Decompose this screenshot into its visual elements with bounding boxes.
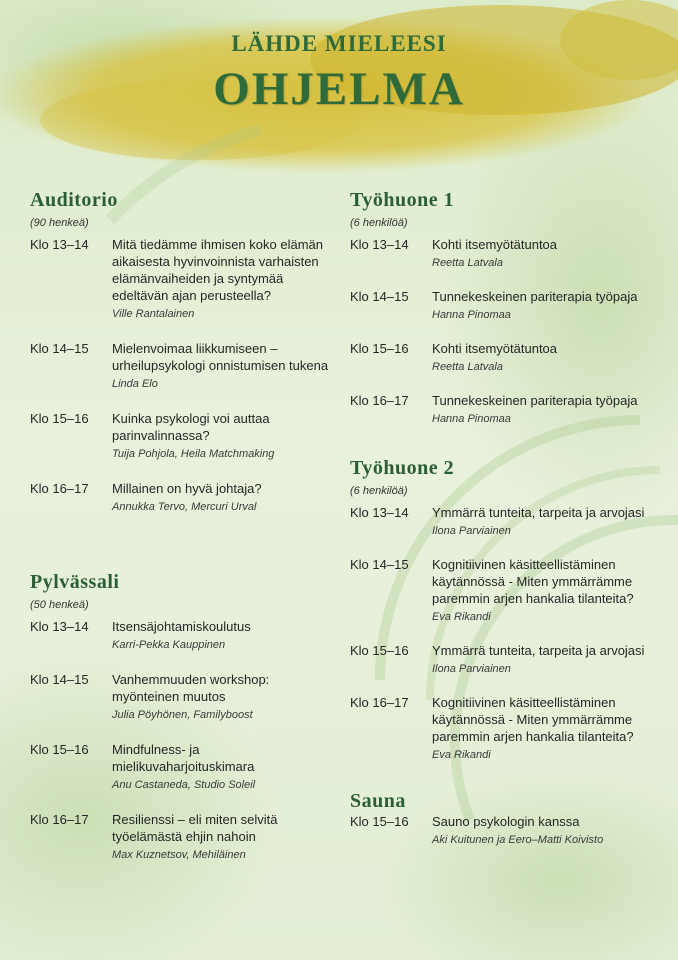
program-title: Millainen on hyvä johtaja? bbox=[112, 481, 262, 496]
room-title: Pylvässali bbox=[30, 571, 120, 593]
presenter: Eva Rikandi bbox=[432, 749, 491, 761]
time-slot: Klo 13–14 bbox=[30, 619, 89, 634]
presenter: Aki Kuitunen ja Eero–Matti Koivisto bbox=[432, 834, 604, 846]
program-title: Resilienssi – eli miten selvitä työelämästä ehjin nahoin bbox=[112, 812, 278, 844]
program-item bbox=[350, 556, 660, 624]
program-item bbox=[30, 741, 330, 792]
presenter: Linda Elo bbox=[112, 378, 158, 390]
room-title: Työhuone 2 bbox=[350, 457, 455, 479]
section-sauna bbox=[350, 789, 660, 847]
program-title: Mitä tiedämme ihmisen koko elämän aikaisesta hyvinvoinnista varhaisten elämänvaiheiden ja syntymää edeltävän ajan perusteella? bbox=[112, 237, 323, 303]
room-title: Auditorio bbox=[30, 189, 118, 211]
room-title: Sauna bbox=[350, 790, 406, 812]
time-slot: Klo 15–16 bbox=[30, 742, 89, 757]
program-title: Kognitiivinen käsitteellistäminen käytännössä - Miten ymmärrämme paremmin arjen hankalia tilanteita? bbox=[432, 695, 634, 744]
presenter: Hanna Pinomaa bbox=[432, 309, 511, 321]
time-slot: Klo 14–15 bbox=[30, 341, 89, 356]
room-capacity: (6 henkilöä) bbox=[350, 485, 408, 497]
program-item bbox=[350, 694, 660, 762]
presenter: Julia Pöyhönen, Familyboost bbox=[112, 709, 253, 721]
presenter: Karri-Pekka Kauppinen bbox=[112, 639, 226, 651]
presenter: Eva Rikandi bbox=[432, 611, 491, 623]
program-title: Ymmärrä tunteita, tarpeita ja arvojasi bbox=[432, 643, 645, 658]
program-item bbox=[30, 410, 330, 461]
program-title: Mielenvoimaa liikkumiseen – urheilupsykologi onnistumisen tukena bbox=[112, 341, 329, 373]
program-title: Kognitiivinen käsitteellistäminen käytännössä - Miten ymmärrämme paremmin arjen hankalia tilanteita? bbox=[432, 557, 634, 606]
program-item bbox=[30, 618, 330, 652]
program-item bbox=[30, 480, 330, 514]
presenter: Reetta Latvala bbox=[432, 257, 503, 269]
room-capacity: (90 henkeä) bbox=[30, 217, 89, 229]
program-item bbox=[30, 236, 330, 321]
presenter: Reetta Latvala bbox=[432, 361, 503, 373]
program-item bbox=[30, 340, 330, 391]
time-slot: Klo 15–16 bbox=[30, 411, 89, 426]
program-item bbox=[350, 236, 660, 270]
section-pylvassali bbox=[30, 570, 330, 862]
presenter: Annukka Tervo, Mercuri Urval bbox=[112, 501, 257, 513]
presenter: Ilona Parviainen bbox=[432, 525, 511, 537]
presenter: Max Kuznetsov, Mehiläinen bbox=[112, 849, 246, 861]
time-slot: Klo 14–15 bbox=[350, 289, 409, 304]
program-title: Tunnekeskeinen pariterapia työpaja bbox=[432, 393, 638, 408]
time-slot: Klo 13–14 bbox=[350, 505, 409, 520]
presenter: Hanna Pinomaa bbox=[432, 413, 511, 425]
presenter: Ville Rantalainen bbox=[112, 308, 195, 320]
program-title: Ymmärrä tunteita, tarpeita ja arvojasi bbox=[432, 505, 645, 520]
section-tyohuone-1 bbox=[350, 188, 660, 426]
program-title: Itsensäjohtamiskoulutus bbox=[112, 619, 251, 634]
program-title: Mindfulness- ja mielikuvaharjoituskimara bbox=[112, 742, 255, 774]
program-item bbox=[350, 392, 660, 426]
section-auditorio bbox=[30, 188, 330, 514]
program-title: Kohti itsemyötätuntoa bbox=[432, 341, 558, 356]
time-slot: Klo 13–14 bbox=[30, 237, 89, 252]
time-slot: Klo 15–16 bbox=[350, 814, 409, 829]
time-slot: Klo 14–15 bbox=[30, 672, 89, 687]
program-item bbox=[30, 811, 330, 862]
time-slot: Klo 16–17 bbox=[350, 695, 409, 710]
program-title: Kohti itsemyötätuntoa bbox=[432, 237, 558, 252]
time-slot: Klo 16–17 bbox=[30, 481, 89, 496]
program-title: Tunnekeskeinen pariterapia työpaja bbox=[432, 289, 638, 304]
program-title: Kuinka psykologi voi auttaa parinvalinnassa? bbox=[112, 411, 270, 443]
time-slot: Klo 15–16 bbox=[350, 643, 409, 658]
program-item bbox=[350, 504, 660, 538]
room-title: Työhuone 1 bbox=[350, 189, 455, 211]
program-item bbox=[30, 671, 330, 722]
section-tyohuone-2 bbox=[350, 456, 660, 762]
program-item bbox=[350, 288, 660, 322]
room-capacity: (50 henkeä) bbox=[30, 599, 89, 611]
time-slot: Klo 15–16 bbox=[350, 341, 409, 356]
program-item bbox=[350, 642, 660, 676]
program-item bbox=[350, 340, 660, 374]
time-slot: Klo 16–17 bbox=[30, 812, 89, 827]
presenter: Anu Castaneda, Studio Soleil bbox=[112, 779, 256, 791]
program-item bbox=[350, 813, 660, 847]
presenter: Tuija Pohjola, Heila Matchmaking bbox=[112, 448, 275, 460]
time-slot: Klo 13–14 bbox=[350, 237, 409, 252]
time-slot: Klo 14–15 bbox=[350, 557, 409, 572]
program-title: Vanhemmuuden workshop: myönteinen muutos bbox=[112, 672, 270, 704]
presenter: Ilona Parviainen bbox=[432, 663, 511, 675]
program-title: OHJELMA bbox=[213, 63, 465, 115]
program-title: Sauno psykologin kanssa bbox=[432, 814, 580, 829]
event-subtitle: LÄHDE MIELEESI bbox=[231, 31, 447, 56]
time-slot: Klo 16–17 bbox=[350, 393, 409, 408]
room-capacity: (6 henkilöä) bbox=[350, 217, 408, 229]
